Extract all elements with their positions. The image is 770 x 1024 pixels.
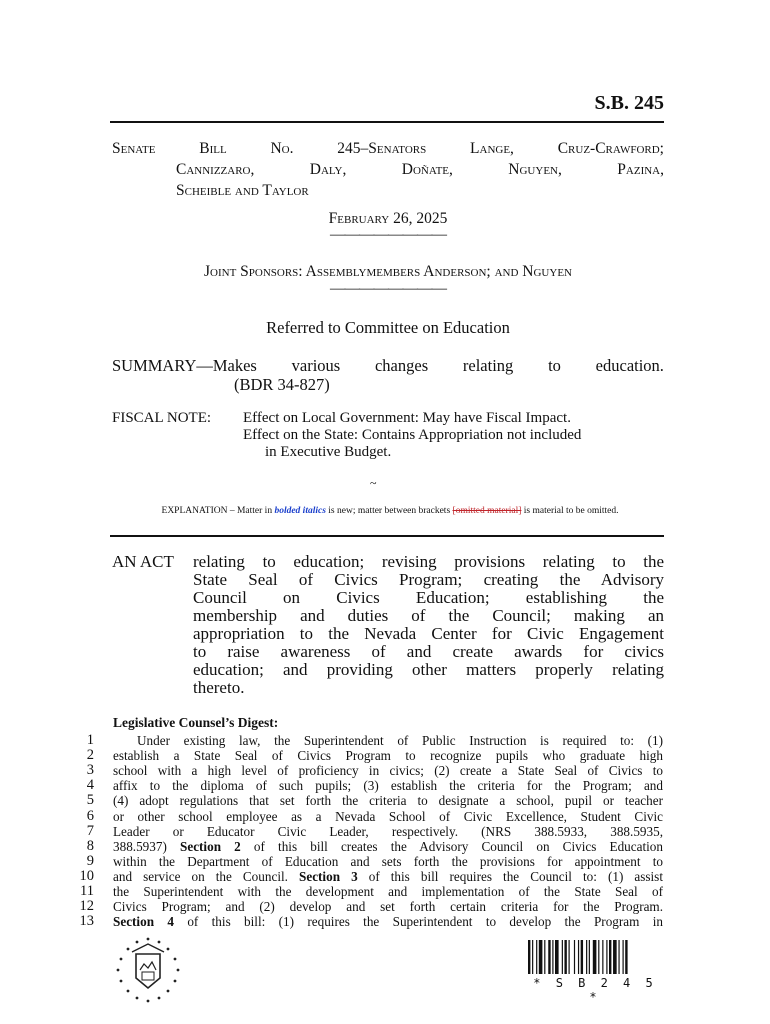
summary-word: various xyxy=(291,356,341,375)
fiscal-note-state: Effect on the State: Contains Appropriation not included xyxy=(243,427,582,443)
barcode-bar xyxy=(613,940,617,974)
barcode-bar xyxy=(625,940,627,974)
sponsor-line-2 xyxy=(112,159,664,180)
barcode-bar xyxy=(532,940,533,974)
digest-line: school with a high level of proficiency in civics; (2) create a State Seal of Civics to xyxy=(113,763,663,779)
sponsor-name: Daly, xyxy=(309,161,347,178)
digest-line: the Superintendent with the development and implementation of the State Seal of xyxy=(113,884,663,899)
fiscal-note-label: FISCAL NOTE: xyxy=(112,410,212,426)
barcode-bar xyxy=(552,940,553,974)
summary-word: education. xyxy=(595,356,664,375)
section-reference: Section 3 xyxy=(299,868,358,884)
barcode-bar xyxy=(536,940,537,974)
digest-line: Civics Program; and (2) develop and set forth certain criteria for the Program. xyxy=(113,899,663,915)
barcode-icon xyxy=(527,940,663,974)
summary xyxy=(112,356,664,394)
explanation-new-matter: bolded italics xyxy=(274,506,326,516)
barcode-bar xyxy=(528,940,530,974)
sponsor-name: Cannizzaro, xyxy=(176,161,255,178)
barcode-bar xyxy=(602,940,603,974)
summary-word: SUMMARY—Makes xyxy=(112,356,257,375)
barcode-bar xyxy=(562,940,563,974)
top-rule xyxy=(110,121,664,123)
summary-word: relating xyxy=(462,356,514,375)
bill-number: S.B. 245 xyxy=(594,92,664,114)
barcode-bar xyxy=(555,940,559,974)
referred-to-committee: Referred to Committee on Education xyxy=(266,318,510,337)
barcode-bar xyxy=(623,940,624,974)
summary-word: changes xyxy=(374,356,429,375)
barcode-bar xyxy=(578,940,579,974)
barcode-bar xyxy=(539,940,543,974)
digest-line: within the Department of Education and sets forth the provisions for appointment to xyxy=(113,853,663,869)
sponsor-name: Doñate, xyxy=(401,161,453,178)
barcode-bar xyxy=(586,940,587,974)
line-number: 9 xyxy=(86,852,94,869)
joint-sponsors: Joint Sponsors: Assemblymembers Anderson; and Nguyen xyxy=(203,263,572,280)
line-number: 4 xyxy=(86,777,94,794)
barcode-bar xyxy=(593,940,597,974)
act-prefix: AN ACT xyxy=(112,552,174,571)
barcode-bar xyxy=(569,940,570,974)
digest-title: Legislative Counsel’s Digest: xyxy=(113,715,279,730)
sponsor-line-3: Scheible and Taylor xyxy=(176,182,309,199)
sponsor-name: Pazina, xyxy=(617,161,664,178)
digest-line: (4) adopt regulations that set forth the criteria to designate a school, pupil or teacher xyxy=(113,793,663,809)
explanation-text: EXPLANATION – Matter in xyxy=(161,506,275,516)
sponsor-name: Nguyen, xyxy=(508,161,562,178)
act-line: State Seal of Civics Program; creating the Advisory xyxy=(193,570,664,589)
digest-line: or other school employee as a Nevada School of Civic Excellence, Student Civic xyxy=(113,808,663,824)
line-number: 6 xyxy=(86,807,94,824)
barcode-bar xyxy=(574,940,575,974)
barcode-bar xyxy=(564,940,566,974)
barcode-bar xyxy=(618,940,619,974)
digest-line: 388.5937) Section 2 of this bill creates the Advisory Council on Civics Education xyxy=(113,838,663,854)
line-number: 12 xyxy=(79,898,94,915)
explanation-text: is new; matter between brackets xyxy=(325,506,453,516)
barcode-bar xyxy=(548,940,550,974)
act-line: membership and duties of the Council; making an xyxy=(193,606,664,625)
barcode-bar xyxy=(544,940,545,974)
middle-rule xyxy=(110,535,664,537)
summary-line-1 xyxy=(112,356,664,375)
digest-line: and service on the Council. Section 3 of this bill requires the Council to: (1) assist xyxy=(113,868,663,884)
fiscal-note-local: Effect on Local Government: May have Fiscal Impact. xyxy=(243,410,571,426)
line-number: 8 xyxy=(86,837,94,854)
digest-line: affix to the diploma of such pupils; (3) establish the criteria for the Program; and xyxy=(113,778,663,794)
separator-dash: ———————— xyxy=(330,226,446,243)
digest-line: Leader or Educator Civic Leader, respectively. (NRS 388.5933, 388.5935, xyxy=(113,823,663,839)
explanation-text: is material to be omitted. xyxy=(521,506,619,516)
summary-word: to xyxy=(548,356,561,375)
fiscal-note-state-cont: in Executive Budget. xyxy=(265,444,392,460)
legislative-digest xyxy=(113,715,663,730)
barcode-bar xyxy=(609,940,611,974)
section-reference: Section 4 xyxy=(113,914,174,930)
barcode-bar xyxy=(581,940,583,974)
digest-line: Section 4 of this bill: (1) requires the Superintendent to develop the Program in xyxy=(113,914,663,930)
act-line: education; and providing other matters properly relating xyxy=(193,660,664,679)
nevada-seal-icon xyxy=(112,934,184,1006)
line-number: 3 xyxy=(86,762,94,779)
act-line: thereto. xyxy=(193,678,245,697)
line-number: 5 xyxy=(86,792,94,809)
explanation-note xyxy=(120,506,660,516)
digest-line: Under existing law, the Superintendent of Public Instruction is required to: (1) xyxy=(137,733,663,748)
summary-bdr: (BDR 34-827) xyxy=(234,375,330,394)
act-line: appropriation to the Nevada Center for Civic Engagement xyxy=(193,624,664,643)
act-line: to raise awareness of and create awards for civics xyxy=(193,642,664,661)
section-reference: Section 2 xyxy=(180,838,241,854)
barcode-bar xyxy=(598,940,599,974)
barcode-bar xyxy=(589,940,590,974)
line-number: 2 xyxy=(86,747,94,764)
digest-line: establish a State Seal of Civics Program to recognize pupils who graduate high xyxy=(113,748,663,764)
barcode-text: * S B 2 4 5 * xyxy=(533,976,657,1004)
line-number: 7 xyxy=(86,822,94,839)
explanation-omitted-matter: [omitted material] xyxy=(452,506,522,516)
separator-dash: ———————— xyxy=(330,280,446,297)
sponsor-line-1: Senate Bill No. 245–Senators Lange, Cruz-Crawford; xyxy=(112,140,664,157)
sponsor-block xyxy=(112,138,664,201)
act-line: relating to education; revising provisions relating to the xyxy=(193,552,664,571)
line-number: 1 xyxy=(86,732,94,748)
act-line: Council on Civics Education; establishing the xyxy=(193,588,664,607)
tilde-divider: ~ xyxy=(370,476,377,490)
barcode-bar xyxy=(606,940,607,974)
bill-date: February 26, 2025 xyxy=(328,210,448,227)
line-number: 10 xyxy=(79,867,94,884)
line-number: 11 xyxy=(80,883,94,899)
line-number: 13 xyxy=(79,913,94,930)
